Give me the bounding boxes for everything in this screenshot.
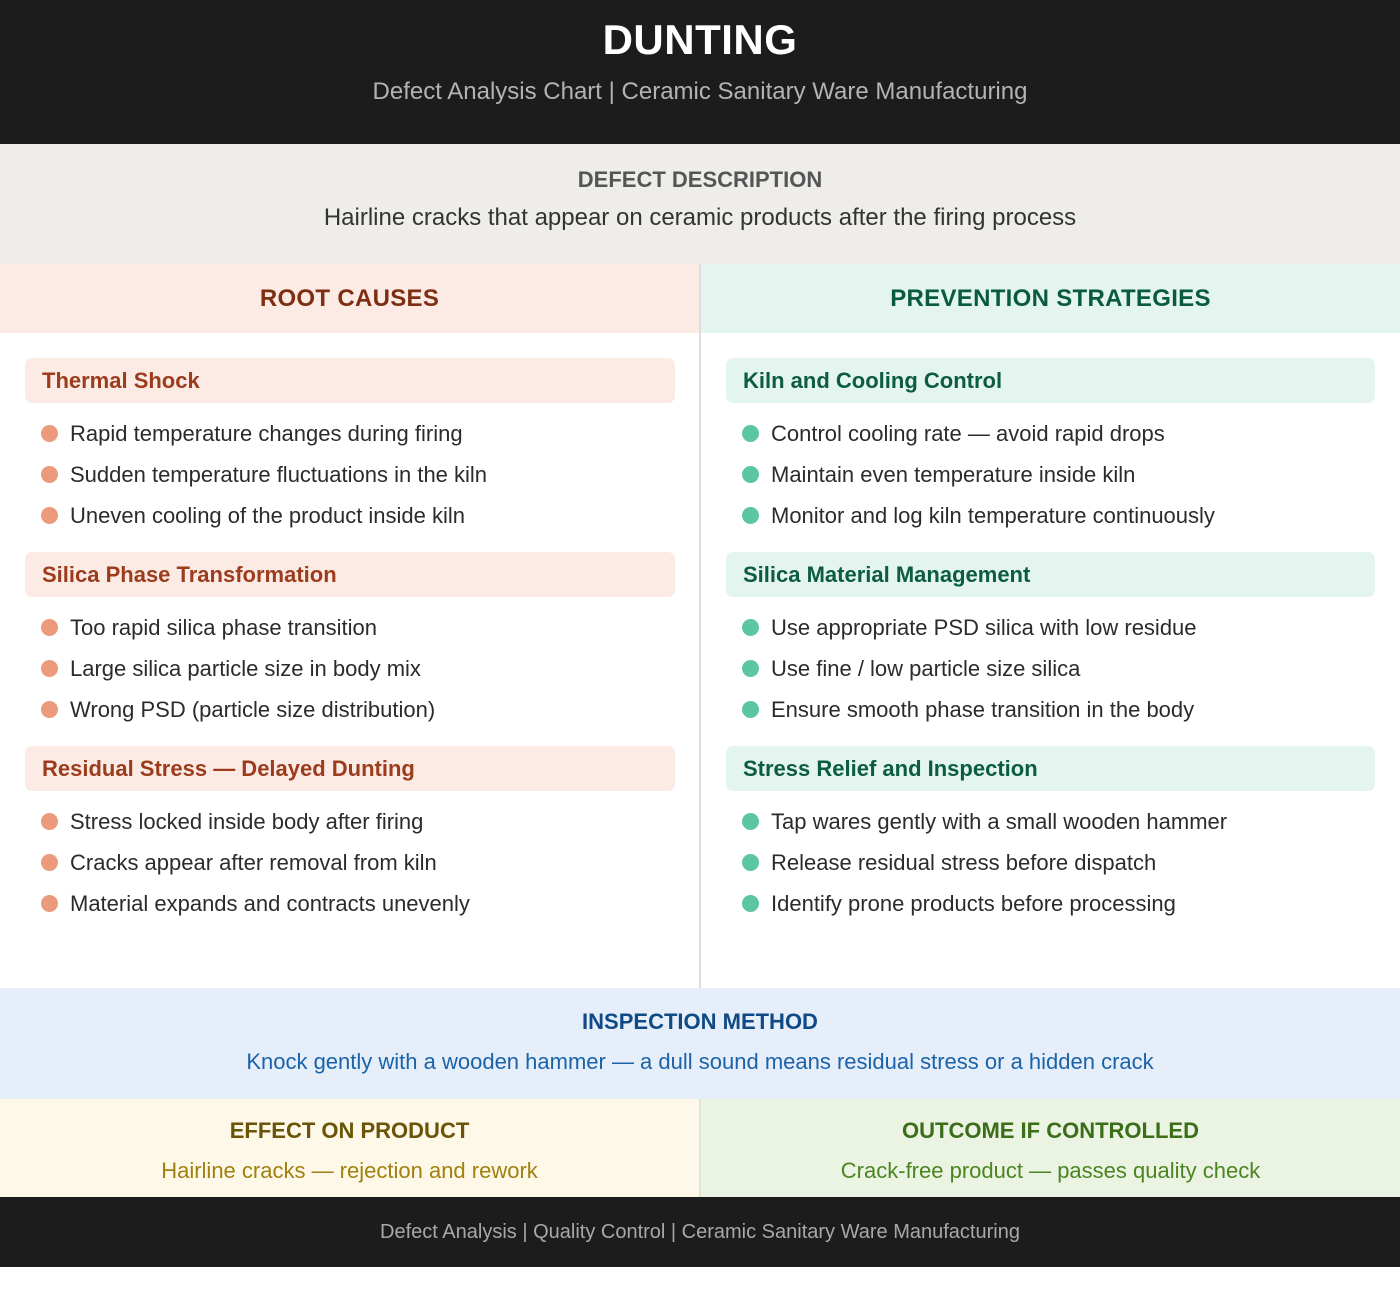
list-item <box>25 607 675 648</box>
list-item <box>726 842 1375 883</box>
description-text: Hairline cracks that appear on ceramic products after the firing process <box>323 204 1077 231</box>
prevention-group-title: Silica Material Management <box>726 552 1375 597</box>
header <box>0 0 1400 144</box>
list-item-text: Cracks appear after removal from kiln <box>70 849 437 875</box>
list-item-text: Large silica particle size in body mix <box>70 655 421 681</box>
effect-on-product <box>0 1099 699 1197</box>
outcome-title: OUTCOME IF CONTROLLED <box>902 1118 1199 1143</box>
root-causes-list <box>0 333 699 924</box>
list-item <box>25 413 675 454</box>
footer-text: Defect Analysis | Quality Control | Ceramic Sanitary Ware Manufacturing <box>380 1220 1020 1243</box>
list-item-text: Release residual stress before dispatch <box>771 849 1157 875</box>
root-causes-column <box>0 264 699 988</box>
inspection-method <box>0 988 1400 1099</box>
list-item-text: Rapid temperature changes during firing <box>70 420 463 446</box>
prevention-column <box>701 264 1400 988</box>
list-item-text: Ensure smooth phase transition in the body <box>771 696 1195 722</box>
prevention-heading: PREVENTION STRATEGIES <box>701 264 1400 333</box>
effect-text: Hairline cracks — rejection and rework <box>161 1158 538 1183</box>
bullet-dot-icon <box>41 660 58 677</box>
prevention-group <box>726 552 1375 730</box>
cause-group <box>25 746 675 924</box>
prevention-group-title: Kiln and Cooling Control <box>726 358 1375 403</box>
list-item-text: Use appropriate PSD silica with low residue <box>771 614 1197 640</box>
list-item <box>726 495 1375 536</box>
list-item <box>726 801 1375 842</box>
bullet-dot-icon <box>742 895 759 912</box>
inspection-text: Knock gently with a wooden hammer — a dull sound means residual stress or a hidden crack <box>246 1049 1154 1074</box>
cause-group <box>25 358 675 536</box>
list-item-text: Identify prone products before processing <box>771 890 1176 916</box>
bullet-dot-icon <box>742 507 759 524</box>
list-item-text: Stress locked inside body after firing <box>70 808 424 834</box>
bullet-dot-icon <box>742 813 759 830</box>
description-title: DEFECT DESCRIPTION <box>577 167 823 192</box>
list-item-text: Wrong PSD (particle size distribution) <box>70 696 436 722</box>
cause-group <box>25 552 675 730</box>
list-item-text: Sudden temperature fluctuations in the kiln <box>70 461 488 487</box>
cause-group-title: Residual Stress — Delayed Dunting <box>25 746 675 791</box>
outcome-text: Crack-free product — passes quality check <box>840 1158 1261 1183</box>
analysis-columns <box>0 264 1400 988</box>
bullet-dot-icon <box>41 619 58 636</box>
cause-item-list <box>25 403 675 536</box>
page-title: DUNTING <box>602 16 798 63</box>
list-item <box>726 454 1375 495</box>
cause-group-title: Thermal Shock <box>25 358 675 403</box>
list-item-text: Control cooling rate — avoid rapid drops <box>771 420 1165 446</box>
list-item <box>25 883 675 924</box>
prevention-item-list <box>726 791 1375 924</box>
bullet-dot-icon <box>742 701 759 718</box>
outcomes-row <box>0 1099 1400 1197</box>
bullet-dot-icon <box>41 507 58 524</box>
list-item-text: Monitor and log kiln temperature continuously <box>771 502 1215 528</box>
bullet-dot-icon <box>41 813 58 830</box>
list-item-text: Use fine / low particle size silica <box>771 655 1081 681</box>
list-item-text: Tap wares gently with a small wooden hammer <box>771 808 1228 834</box>
list-item <box>25 495 675 536</box>
bullet-dot-icon <box>41 701 58 718</box>
prevention-item-list <box>726 597 1375 730</box>
list-item <box>726 607 1375 648</box>
prevention-item-list <box>726 403 1375 536</box>
defect-description <box>0 144 1400 264</box>
prevention-list <box>701 333 1400 924</box>
cause-group-title: Silica Phase Transformation <box>25 552 675 597</box>
cause-item-list <box>25 791 675 924</box>
list-item <box>25 801 675 842</box>
list-item <box>726 689 1375 730</box>
cause-item-list <box>25 597 675 730</box>
footer <box>0 1197 1400 1267</box>
bullet-dot-icon <box>41 854 58 871</box>
list-item <box>25 648 675 689</box>
prevention-group <box>726 746 1375 924</box>
bullet-dot-icon <box>742 660 759 677</box>
page-subtitle: Defect Analysis Chart | Ceramic Sanitary Ware Manufacturing <box>372 78 1028 105</box>
prevention-group-title: Stress Relief and Inspection <box>726 746 1375 791</box>
list-item <box>25 454 675 495</box>
bullet-dot-icon <box>41 466 58 483</box>
list-item <box>726 413 1375 454</box>
bullet-dot-icon <box>41 895 58 912</box>
list-item <box>726 883 1375 924</box>
bullet-dot-icon <box>41 425 58 442</box>
list-item-text: Uneven cooling of the product inside kiln <box>70 502 466 528</box>
outcome-if-controlled <box>701 1099 1400 1197</box>
list-item <box>25 842 675 883</box>
list-item <box>726 648 1375 689</box>
bullet-dot-icon <box>742 854 759 871</box>
list-item-text: Maintain even temperature inside kiln <box>771 461 1136 487</box>
bullet-dot-icon <box>742 425 759 442</box>
list-item-text: Too rapid silica phase transition <box>70 614 377 640</box>
bullet-dot-icon <box>742 619 759 636</box>
root-causes-heading: ROOT CAUSES <box>0 264 699 333</box>
bullet-dot-icon <box>742 466 759 483</box>
list-item-text: Material expands and contracts unevenly <box>70 890 470 916</box>
list-item <box>25 689 675 730</box>
effect-title: EFFECT ON PRODUCT <box>229 1118 470 1143</box>
prevention-group <box>726 358 1375 536</box>
inspection-title: INSPECTION METHOD <box>582 1009 818 1034</box>
